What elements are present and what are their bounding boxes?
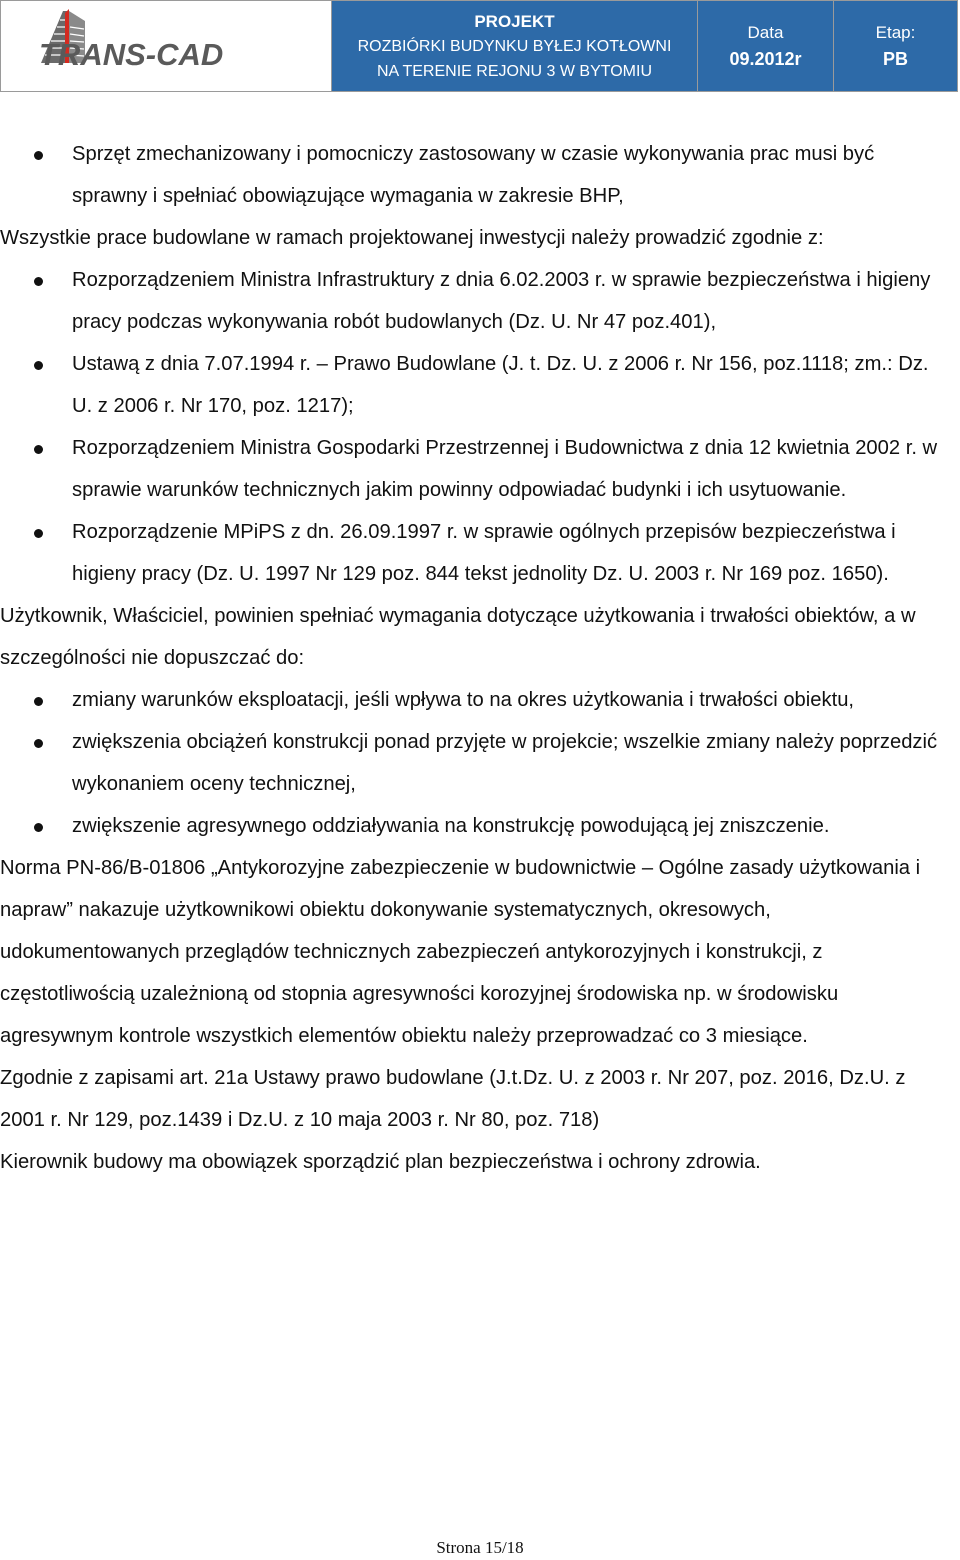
bullet-icon	[34, 361, 43, 370]
date-label: Data	[747, 23, 784, 42]
list-item: zwiększenie agresywnego oddziaływania na konstrukcję powodującą jej zniszczenie.	[0, 805, 950, 847]
bullet-icon	[34, 697, 43, 706]
date-value: 09.2012r	[729, 49, 802, 69]
paragraph: Kierownik budowy ma obowiązek sporządzić plan bezpieczeństwa i ochrony zdrowia.	[0, 1151, 761, 1173]
bullet-icon	[34, 277, 43, 286]
document-body	[0, 133, 950, 1183]
logo	[1, 1, 332, 91]
bullet-icon	[34, 445, 43, 454]
list-item: zmiany warunków eksploatacji, jeśli wpływa to na okres użytkowania i trwałości obiektu,	[0, 679, 950, 721]
date-info	[698, 1, 834, 91]
stage-value: PB	[882, 49, 908, 69]
bullet-icon	[34, 151, 43, 160]
bullet-icon	[34, 739, 43, 748]
paragraph: Norma PN-86/B-01806 „Antykorozyjne zabezpieczenie w budownictwie – Ogólne zasady użytkowania i napraw” nakazuje użytkownikowi obiektu dokonywanie systematycznych, okresowych, udokumentowanych przeglądów technicznych zabezpieczeń antykorozyjnych i konstrukcji, z częstotliwością uzależnioną od stopnia agresywności korozyjnej środowiska np. w środowisku agresywnym kontrole wszystkich elementów obiektu należy przeprowadzać co 3 miesiące.	[0, 857, 921, 1047]
paragraph: Zgodnie z zapisami art. 21a Ustawy prawo budowlane (J.t.Dz. U. z 2003 r. Nr 207, poz. 2016, Dz.U. z 2001 r. Nr 129, poz.1439 i Dz.U. z 10 maja 2003 r. Nr 80, poz. 718)	[0, 1067, 906, 1131]
project-info	[332, 1, 698, 91]
list-item: Rozporządzenie MPiPS z dn. 26.09.1997 r. w sprawie ogólnych przepisów bezpieczeństwa i higieny pracy (Dz. U. 1997 Nr 129 poz. 844 tekst jednolity Dz. U. 2003 r. Nr 169 poz. 1650).	[0, 511, 950, 595]
stage-info	[834, 1, 957, 91]
bullet-icon	[34, 529, 43, 538]
paragraph: Wszystkie prace budowlane w ramach projektowanej inwestycji należy prowadzić zgodnie z:	[0, 227, 824, 249]
paragraph: Użytkownik, Właściciel, powinien spełniać wymagania dotyczące użytkowania i trwałości obiektów, a w szczególności nie dopuszczać do:	[0, 605, 916, 669]
list-item: Rozporządzeniem Ministra Infrastruktury z dnia 6.02.2003 r. w sprawie bezpieczeństwa i higieny pracy podczas wykonywania robót budowlanych (Dz. U. Nr 47 poz.401),	[0, 259, 950, 343]
project-title-line-2: NA TERENIE REJONU 3 W BYTOMIU	[376, 62, 652, 80]
list-item: Sprzęt zmechanizowany i pomocniczy zastosowany w czasie wykonywania prac musi być sprawny i spełniać obowiązujące wymagania w zakresie BHP,	[0, 133, 950, 217]
trans-cad-logo-icon	[1, 1, 332, 91]
list-item: Rozporządzeniem Ministra Gospodarki Przestrzennej i Budownictwa z dnia 12 kwietnia 2002 r. w sprawie warunków technicznych jakim powinny odpowiadać budynki i ich usytuowanie.	[0, 427, 950, 511]
bullet-icon	[34, 823, 43, 832]
project-label: PROJEKT	[474, 11, 555, 31]
document-header	[0, 0, 958, 92]
svg-text:TRANS-CAD: TRANS-CAD	[39, 37, 224, 72]
list-item: Ustawą z dnia 7.07.1994 r. – Prawo Budowlane (J. t. Dz. U. z 2006 r. Nr 156, poz.1118; zm.: Dz. U. z 2006 r. Nr 170, poz. 1217);	[0, 343, 950, 427]
project-title-line-1: ROZBIÓRKI BUDYNKU BYŁEJ KOTŁOWNI	[357, 37, 672, 55]
page-number: Strona 15/18	[436, 1538, 524, 1557]
list-item: zwiększenia obciążeń konstrukcji ponad przyjęte w projekcie; wszelkie zmiany należy poprzedzić wykonaniem oceny technicznej,	[0, 721, 950, 805]
stage-label: Etap:	[875, 23, 916, 42]
